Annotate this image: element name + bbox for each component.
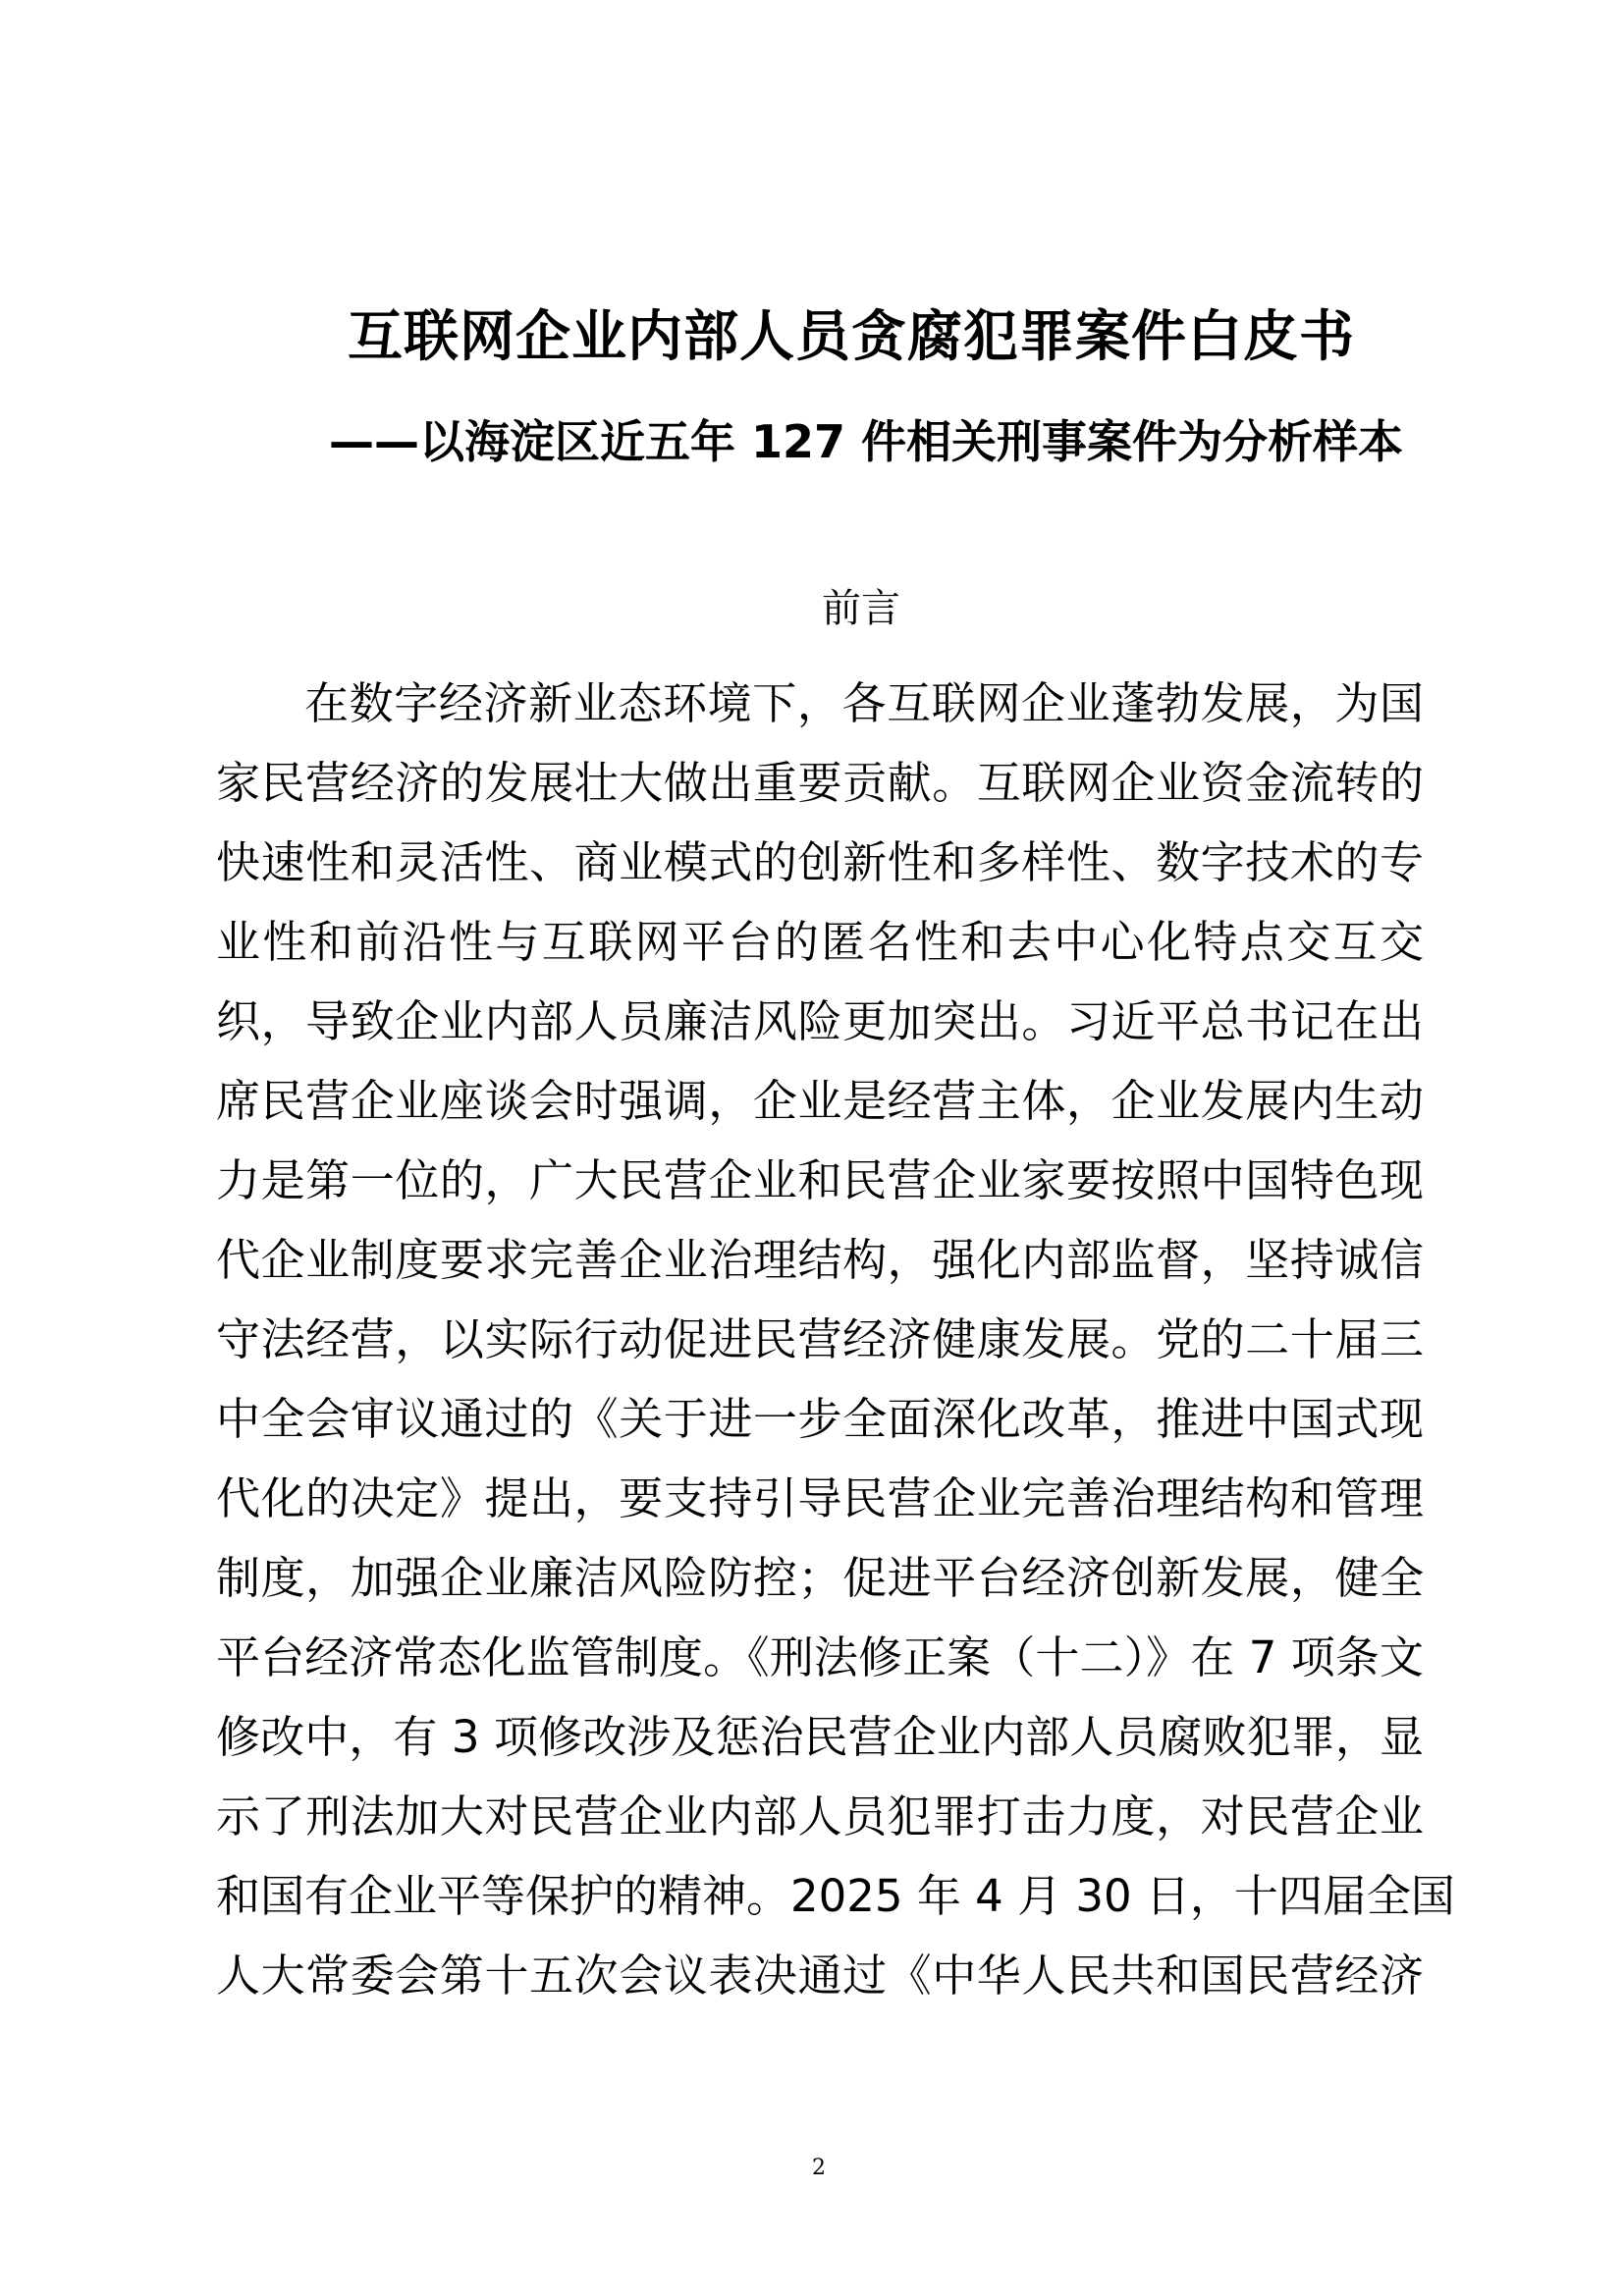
- paragraph-line: 代企业制度要求完善企业治理结构，强化内部监督，坚持诚信: [216, 1234, 1424, 1286]
- paragraph-line: 家民营经济的发展壮大做出重要贡献。互联网企业资金流转的: [216, 757, 1424, 809]
- paragraph-line: 业性和前沿性与互联网平台的匿名性和去中心化特点交互交: [216, 916, 1424, 968]
- paragraph-line: 快速性和灵活性、商业模式的创新性和多样性、数字技术的专: [216, 836, 1424, 888]
- document-title: 互联网企业内部人员贪腐犯罪案件白皮书: [348, 305, 1355, 369]
- paragraph-line: 制度，加强企业廉洁风险防控；促进平台经济创新发展，健全: [216, 1552, 1424, 1604]
- paragraph-line: 代化的决定》提出，要支持引导民营企业完善治理结构和管理: [216, 1472, 1424, 1524]
- page-number: 2: [812, 2156, 826, 2180]
- paragraph-line: 织，导致企业内部人员廉洁风险更加突出。习近平总书记在出: [216, 995, 1424, 1047]
- paragraph-line: 力是第一位的，广大民营企业和民营企业家要按照中国特色现: [216, 1154, 1424, 1206]
- paragraph-line: 和国有企业平等保护的精神。2025 年 4 月 30 日，十四届全国: [216, 1870, 1455, 1922]
- paragraph-line: 人大常委会第十五次会议表决通过《中华人民共和国民营经济: [216, 1949, 1424, 2002]
- section-heading-preface: 前言: [822, 586, 900, 631]
- paragraph-line: 平台经济常态化监管制度。《刑法修正案（十二）》在 7 项条文: [216, 1631, 1424, 1683]
- paragraph-line: 在数字经济新业态环境下，各互联网企业蓬勃发展，为国: [304, 677, 1424, 729]
- paragraph-line: 修改中，有 3 项修改涉及惩治民营企业内部人员腐败犯罪，显: [216, 1711, 1424, 1763]
- paragraph-line: 守法经营，以实际行动促进民营经济健康发展。党的二十届三: [216, 1313, 1424, 1365]
- paragraph-line: 中全会审议通过的《关于进一步全面深化改革，推进中国式现: [216, 1393, 1424, 1445]
- paragraph-line: 席民营企业座谈会时强调，企业是经营主体，企业发展内生动: [216, 1075, 1424, 1127]
- preface-paragraph: [216, 664, 1455, 2015]
- paragraph-line: 示了刑法加大对民营企业内部人员犯罪打击力度，对民营企业: [216, 1790, 1424, 1842]
- document-subtitle: ——以海淀区近五年 127 件相关刑事案件为分析样本: [328, 415, 1404, 468]
